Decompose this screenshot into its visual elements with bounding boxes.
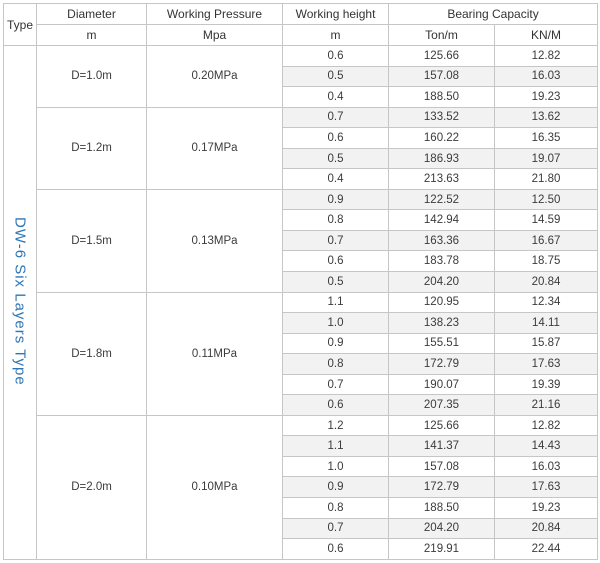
kn-per-m-cell: 21.16 xyxy=(495,395,598,416)
kn-per-m-cell: 12.82 xyxy=(495,415,598,436)
working-height-cell: 0.9 xyxy=(283,333,389,354)
spec-table-body xyxy=(4,46,598,560)
kn-per-m-cell: 12.34 xyxy=(495,292,598,313)
ton-per-m-cell: 157.08 xyxy=(389,66,495,87)
spec-table xyxy=(3,3,598,560)
type-vertical-label: DW-6 Six Layers Type xyxy=(11,216,29,386)
working-height-cell: 0.6 xyxy=(283,251,389,272)
ton-per-m-cell: 204.20 xyxy=(389,518,495,539)
header-type: Type xyxy=(4,4,37,46)
header-row-1 xyxy=(4,4,598,25)
header-working-pressure: Working Pressure xyxy=(147,4,283,25)
header-diameter: Diameter xyxy=(37,4,147,25)
ton-per-m-cell: 125.66 xyxy=(389,46,495,67)
kn-per-m-cell: 12.50 xyxy=(495,189,598,210)
diameter-cell: D=1.8m xyxy=(37,292,147,415)
diameter-cell: D=1.0m xyxy=(37,46,147,108)
ton-per-m-cell: 204.20 xyxy=(389,272,495,293)
pressure-cell: 0.11MPa xyxy=(147,292,283,415)
working-height-cell: 0.9 xyxy=(283,477,389,498)
kn-per-m-cell: 20.84 xyxy=(495,518,598,539)
working-height-cell: 1.2 xyxy=(283,415,389,436)
header-working-height-unit: m xyxy=(283,25,389,46)
ton-per-m-cell: 120.95 xyxy=(389,292,495,313)
working-height-cell: 1.1 xyxy=(283,292,389,313)
kn-per-m-cell: 19.23 xyxy=(495,498,598,519)
pressure-cell: 0.10MPa xyxy=(147,415,283,559)
working-height-cell: 1.1 xyxy=(283,436,389,457)
ton-per-m-cell: 188.50 xyxy=(389,87,495,108)
kn-per-m-cell: 16.35 xyxy=(495,128,598,149)
kn-per-m-cell: 19.07 xyxy=(495,148,598,169)
kn-per-m-cell: 18.75 xyxy=(495,251,598,272)
working-height-cell: 0.4 xyxy=(283,87,389,108)
kn-per-m-cell: 16.03 xyxy=(495,456,598,477)
ton-per-m-cell: 188.50 xyxy=(389,498,495,519)
working-height-cell: 0.9 xyxy=(283,189,389,210)
diameter-cell: D=2.0m xyxy=(37,415,147,559)
kn-per-m-cell: 14.43 xyxy=(495,436,598,457)
table-row xyxy=(4,46,598,67)
kn-per-m-cell: 17.63 xyxy=(495,477,598,498)
kn-per-m-cell: 19.23 xyxy=(495,87,598,108)
ton-per-m-cell: 219.91 xyxy=(389,539,495,560)
pressure-cell: 0.13MPa xyxy=(147,189,283,292)
ton-per-m-cell: 213.63 xyxy=(389,169,495,190)
ton-per-m-cell: 190.07 xyxy=(389,374,495,395)
ton-per-m-cell: 186.93 xyxy=(389,148,495,169)
pressure-cell: 0.17MPa xyxy=(147,107,283,189)
kn-per-m-cell: 22.44 xyxy=(495,539,598,560)
kn-per-m-cell: 14.59 xyxy=(495,210,598,231)
working-height-cell: 0.5 xyxy=(283,66,389,87)
kn-per-m-cell: 19.39 xyxy=(495,374,598,395)
header-working-pressure-unit: Mpa xyxy=(147,25,283,46)
header-bearing-capacity: Bearing Capacity xyxy=(389,4,598,25)
working-height-cell: 0.7 xyxy=(283,230,389,251)
ton-per-m-cell: 160.22 xyxy=(389,128,495,149)
table-row xyxy=(4,415,598,436)
kn-per-m-cell: 14.11 xyxy=(495,313,598,334)
ton-per-m-cell: 155.51 xyxy=(389,333,495,354)
working-height-cell: 0.6 xyxy=(283,539,389,560)
header-diameter-unit: m xyxy=(37,25,147,46)
header-working-height: Working height xyxy=(283,4,389,25)
working-height-cell: 0.6 xyxy=(283,128,389,149)
ton-per-m-cell: 172.79 xyxy=(389,354,495,375)
diameter-cell: D=1.2m xyxy=(37,107,147,189)
working-height-cell: 0.5 xyxy=(283,272,389,293)
table-row xyxy=(4,292,598,313)
kn-per-m-cell: 16.03 xyxy=(495,66,598,87)
header-row-2 xyxy=(4,25,598,46)
ton-per-m-cell: 133.52 xyxy=(389,107,495,128)
table-row xyxy=(4,189,598,210)
working-height-cell: 1.0 xyxy=(283,313,389,334)
header-ton-per-m: Ton/m xyxy=(389,25,495,46)
working-height-cell: 0.8 xyxy=(283,210,389,231)
kn-per-m-cell: 21.80 xyxy=(495,169,598,190)
ton-per-m-cell: 183.78 xyxy=(389,251,495,272)
ton-per-m-cell: 138.23 xyxy=(389,313,495,334)
working-height-cell: 0.4 xyxy=(283,169,389,190)
type-label-cell xyxy=(4,46,37,560)
ton-per-m-cell: 157.08 xyxy=(389,456,495,477)
header-kn-per-m: KN/M xyxy=(495,25,598,46)
working-height-cell: 0.7 xyxy=(283,107,389,128)
working-height-cell: 0.8 xyxy=(283,498,389,519)
kn-per-m-cell: 20.84 xyxy=(495,272,598,293)
ton-per-m-cell: 172.79 xyxy=(389,477,495,498)
pressure-cell: 0.20MPa xyxy=(147,46,283,108)
spec-table-header xyxy=(4,4,598,46)
working-height-cell: 0.7 xyxy=(283,374,389,395)
diameter-cell: D=1.5m xyxy=(37,189,147,292)
kn-per-m-cell: 12.82 xyxy=(495,46,598,67)
ton-per-m-cell: 141.37 xyxy=(389,436,495,457)
ton-per-m-cell: 125.66 xyxy=(389,415,495,436)
working-height-cell: 0.6 xyxy=(283,46,389,67)
kn-per-m-cell: 17.63 xyxy=(495,354,598,375)
working-height-cell: 0.5 xyxy=(283,148,389,169)
working-height-cell: 0.6 xyxy=(283,395,389,416)
ton-per-m-cell: 142.94 xyxy=(389,210,495,231)
kn-per-m-cell: 13.62 xyxy=(495,107,598,128)
working-height-cell: 1.0 xyxy=(283,456,389,477)
table-row xyxy=(4,107,598,128)
kn-per-m-cell: 15.87 xyxy=(495,333,598,354)
working-height-cell: 0.8 xyxy=(283,354,389,375)
ton-per-m-cell: 122.52 xyxy=(389,189,495,210)
ton-per-m-cell: 163.36 xyxy=(389,230,495,251)
ton-per-m-cell: 207.35 xyxy=(389,395,495,416)
kn-per-m-cell: 16.67 xyxy=(495,230,598,251)
working-height-cell: 0.7 xyxy=(283,518,389,539)
